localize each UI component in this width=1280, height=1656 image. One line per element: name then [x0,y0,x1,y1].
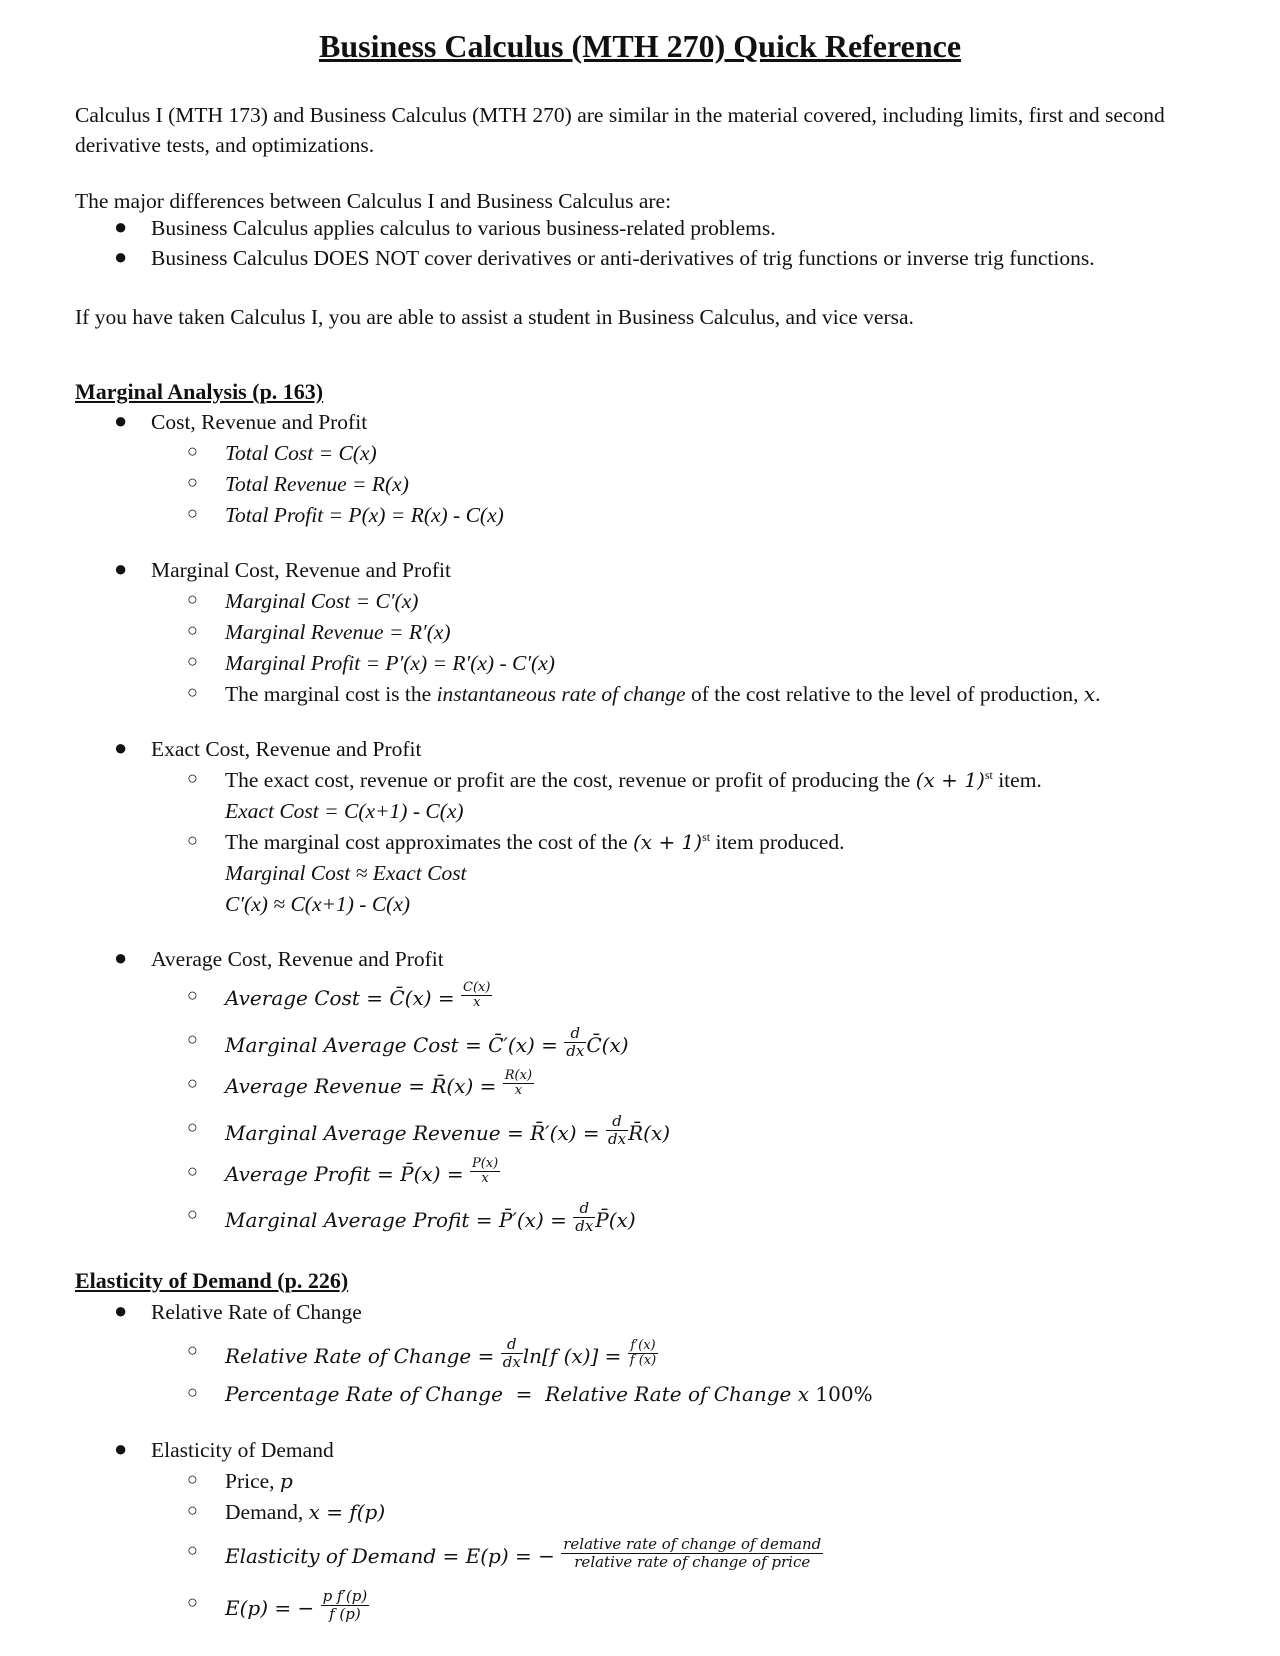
circle-bullet-icon: ○ [187,1073,198,1093]
circle-bullet-icon: ○ [187,1029,198,1049]
circle-bullet-icon: ○ [187,1340,198,1360]
circle-bullet-icon: ○ [187,1382,198,1402]
circle-bullet-icon: ○ [187,651,198,671]
circle-bullet-icon: ○ [187,441,198,461]
circle-bullet-icon: ○ [187,1500,198,1520]
circle-bullet-icon: ○ [187,830,198,850]
circle-bullet-icon: ○ [187,1117,198,1137]
page-title: Business Calculus (MTH 270) Quick Reference [318,28,962,64]
bullet-dot-icon: ● [114,214,128,239]
bullet-dot-icon: ● [114,735,128,760]
bullet-dot-icon: ● [114,408,128,433]
circle-bullet-icon: ○ [187,1161,198,1181]
formula-exact-cost: Exact Cost = C(x+1) - C(x) [225,799,464,823]
bullet-dot-icon: ● [114,1436,128,1461]
circle-bullet-icon: ○ [187,985,198,1005]
circle-bullet-icon: ○ [187,1469,198,1489]
circle-bullet-icon: ○ [187,682,198,702]
bullet-dot-icon: ● [114,556,128,581]
intro-paragraph-2: The major differences between Calculus I and Business Calculus are: [75,189,672,213]
section-heading-elasticity: Elasticity of Demand (p. 226) [75,1268,349,1293]
circle-bullet-icon: ○ [187,1204,198,1224]
document-page: Business Calculus (MTH 270) Quick Reference Calculus I (MTH 173) and Business Calculus (MTH 270) are similar in the material covered, including limits, first and second derivative tests, and optimizations. The major differences between Calculus I and Business Calculus are: ● Business Calculus applies calculus to various business-related problems. ● Business Calculus DOES NOT cover derivatives or anti-derivatives of trig functions or inverse trig functions. If you have taken Calculus I, you are able to assist a student in Business Calculus, and vice versa. Marginal Analysis (p. 163) ● Cost, Revenue and Profit ○ Total Cost = C(x) ○ Total Revenue = R(x) ○ Total Profit = P(x) = R(x) - C(x) ● Marginal Cost, Revenue and Profit ○ Marginal Cost = C′(x) ○ Marginal Revenue = R′(x) ○ Marginal Profit = P′(x) = R′(x) - C′(x) ○ The marginal cost is the instantaneous rate of change of the cost relative to the level of production, x. ● Exact Cost, Revenue and Profit ○ The exact cost, revenue or profit are the cost, revenue or profit of producing the $(x + 1)^{st}$ item. Exact Cost = C(x+1) - C(x) ○ The marginal cost approximates the cost of the $(x + 1)^{st}$ item produced. Marginal Cost ≈ Exact Cost C′(x) ≈ C(x+1) - C(x) ● Average Cost, Revenue and Profit ○ Average Cost = C̄(x) = $\frac{C(x)}{x}$ ○ Marginal Average Cost = C̄′(x) = $\frac{d}{dx}$ C̄(x) ○ Average Revenue = R̄(x) = $\frac{R(x)}{x}$ ○ Marginal Average Revenue = R̄′(x) = $\frac{d}{dx}$ R̄(x) ○ Average Profit = P̄(x) = $\frac{P(x)}{x}$ ○ Marginal Average Profit = P̄′(x) = $\frac{d}{dx}$ P̄(x) Elasticity of Demand (p. 226) ● Relative Rate of Change ○ Relative Rate of Change = $\frac{d}{dx}$ ln[f (x)] = $\frac{f'(x)}{f (x)}$ ○ Percentage Rate of Change = Relative Rate of Change x 100% ● Elasticity of Demand ○ Price, p ○ Demand, x = f(p) ○ Elasticity of Demand = E(p) = − $\frac{\text{relative rate of change of demand}}{\text{relative rate of change of price}}$ ○ E(p) = − $\frac{\text{p f′(p)}}{f (p)}$ [0,0,1280,1656]
circle-bullet-icon: ○ [187,620,198,640]
bullet-dot-icon: ● [114,945,128,970]
intro-paragraph-3: If you have taken Calculus I, you are able to assist a student in Business Calculus, and vice versa. [75,305,914,329]
intro-paragraph-1: Calculus I (MTH 173) and Business Calculus (MTH 270) are similar in the material covered, including limits, first and second derivative tests, and optimizations. [75,103,1165,157]
formula-marginal-approx-exact: Marginal Cost ≈ Exact Cost [225,861,467,885]
section-heading-marginal: Marginal Analysis (p. 163) [75,379,324,404]
formula-c-prime-approx: C′(x) ≈ C(x+1) - C(x) [225,892,411,916]
circle-bullet-icon: ○ [187,1592,198,1612]
circle-bullet-icon: ○ [187,589,198,609]
bullet-dot-icon: ● [114,244,128,269]
bullet-dot-icon: ● [114,1298,128,1323]
circle-bullet-icon: ○ [187,503,198,523]
circle-bullet-icon: ○ [187,472,198,492]
circle-bullet-icon: ○ [187,768,198,788]
circle-bullet-icon: ○ [187,1540,198,1560]
